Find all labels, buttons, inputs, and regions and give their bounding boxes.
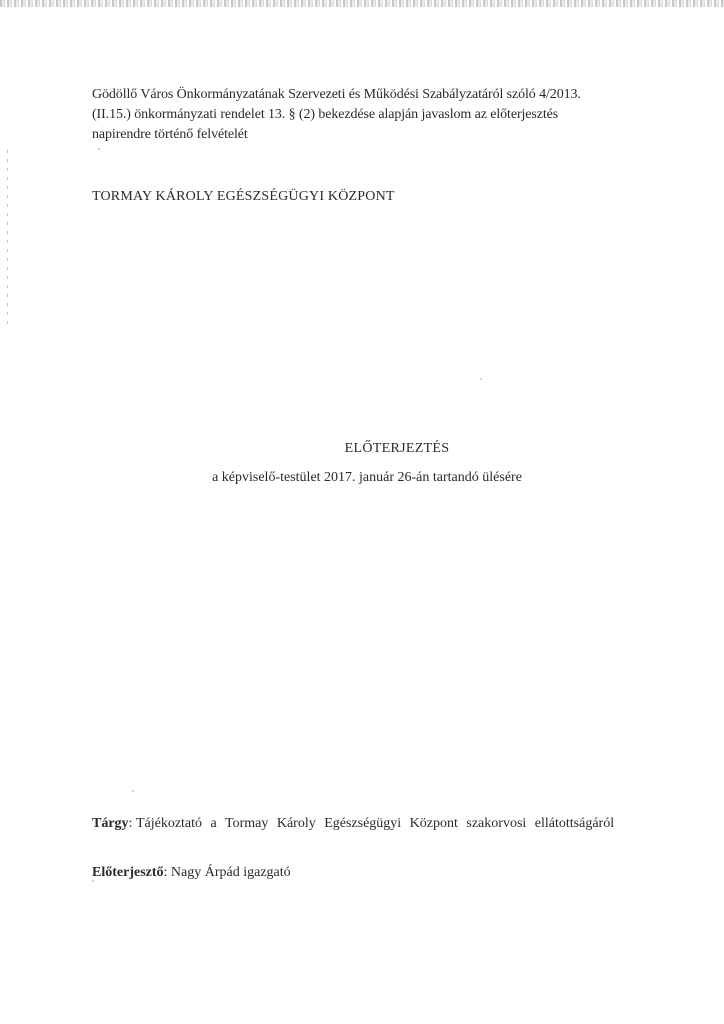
document-subtitle: a képviselő-testület 2017. január 26-án tartandó ülésére xyxy=(212,470,522,485)
intro-line: (II.15.) önkormányzati rendelet 13. § (2) bekezdése alapján javaslom az előterjesztés xyxy=(92,107,559,122)
agenda-request-paragraph xyxy=(92,85,632,145)
subject-separator: : xyxy=(128,816,133,831)
subject-line xyxy=(92,815,614,833)
scan-margin-artifact xyxy=(7,150,8,330)
presenter-label: Előterjesztő xyxy=(92,865,164,880)
intro-line: Gödöllő Város Önkormányzatának Szervezeti és Működési Szabályzatáról szóló 4/2013. xyxy=(92,87,581,102)
presenter-value: Nagy Árpád igazgató xyxy=(170,865,291,880)
scan-edge-artifact xyxy=(0,0,724,7)
presenter-line xyxy=(92,864,291,882)
intro-line: napirendre történő felvételét xyxy=(92,127,248,142)
subject-value: Tájékoztató a Tormay Károly Egészségügyi Központ szakorvosi ellátottságáról xyxy=(135,816,615,831)
scan-speck xyxy=(98,148,100,150)
document-title: ELŐTERJEZTÉS xyxy=(344,441,450,456)
scan-speck xyxy=(132,790,134,792)
institution-name: TORMAY KÁROLY EGÉSZSÉGÜGYI KÖZPONT xyxy=(92,189,395,204)
presenter-separator: : xyxy=(163,865,168,880)
subject-label: Tárgy xyxy=(92,816,129,831)
scan-speck xyxy=(480,378,482,380)
